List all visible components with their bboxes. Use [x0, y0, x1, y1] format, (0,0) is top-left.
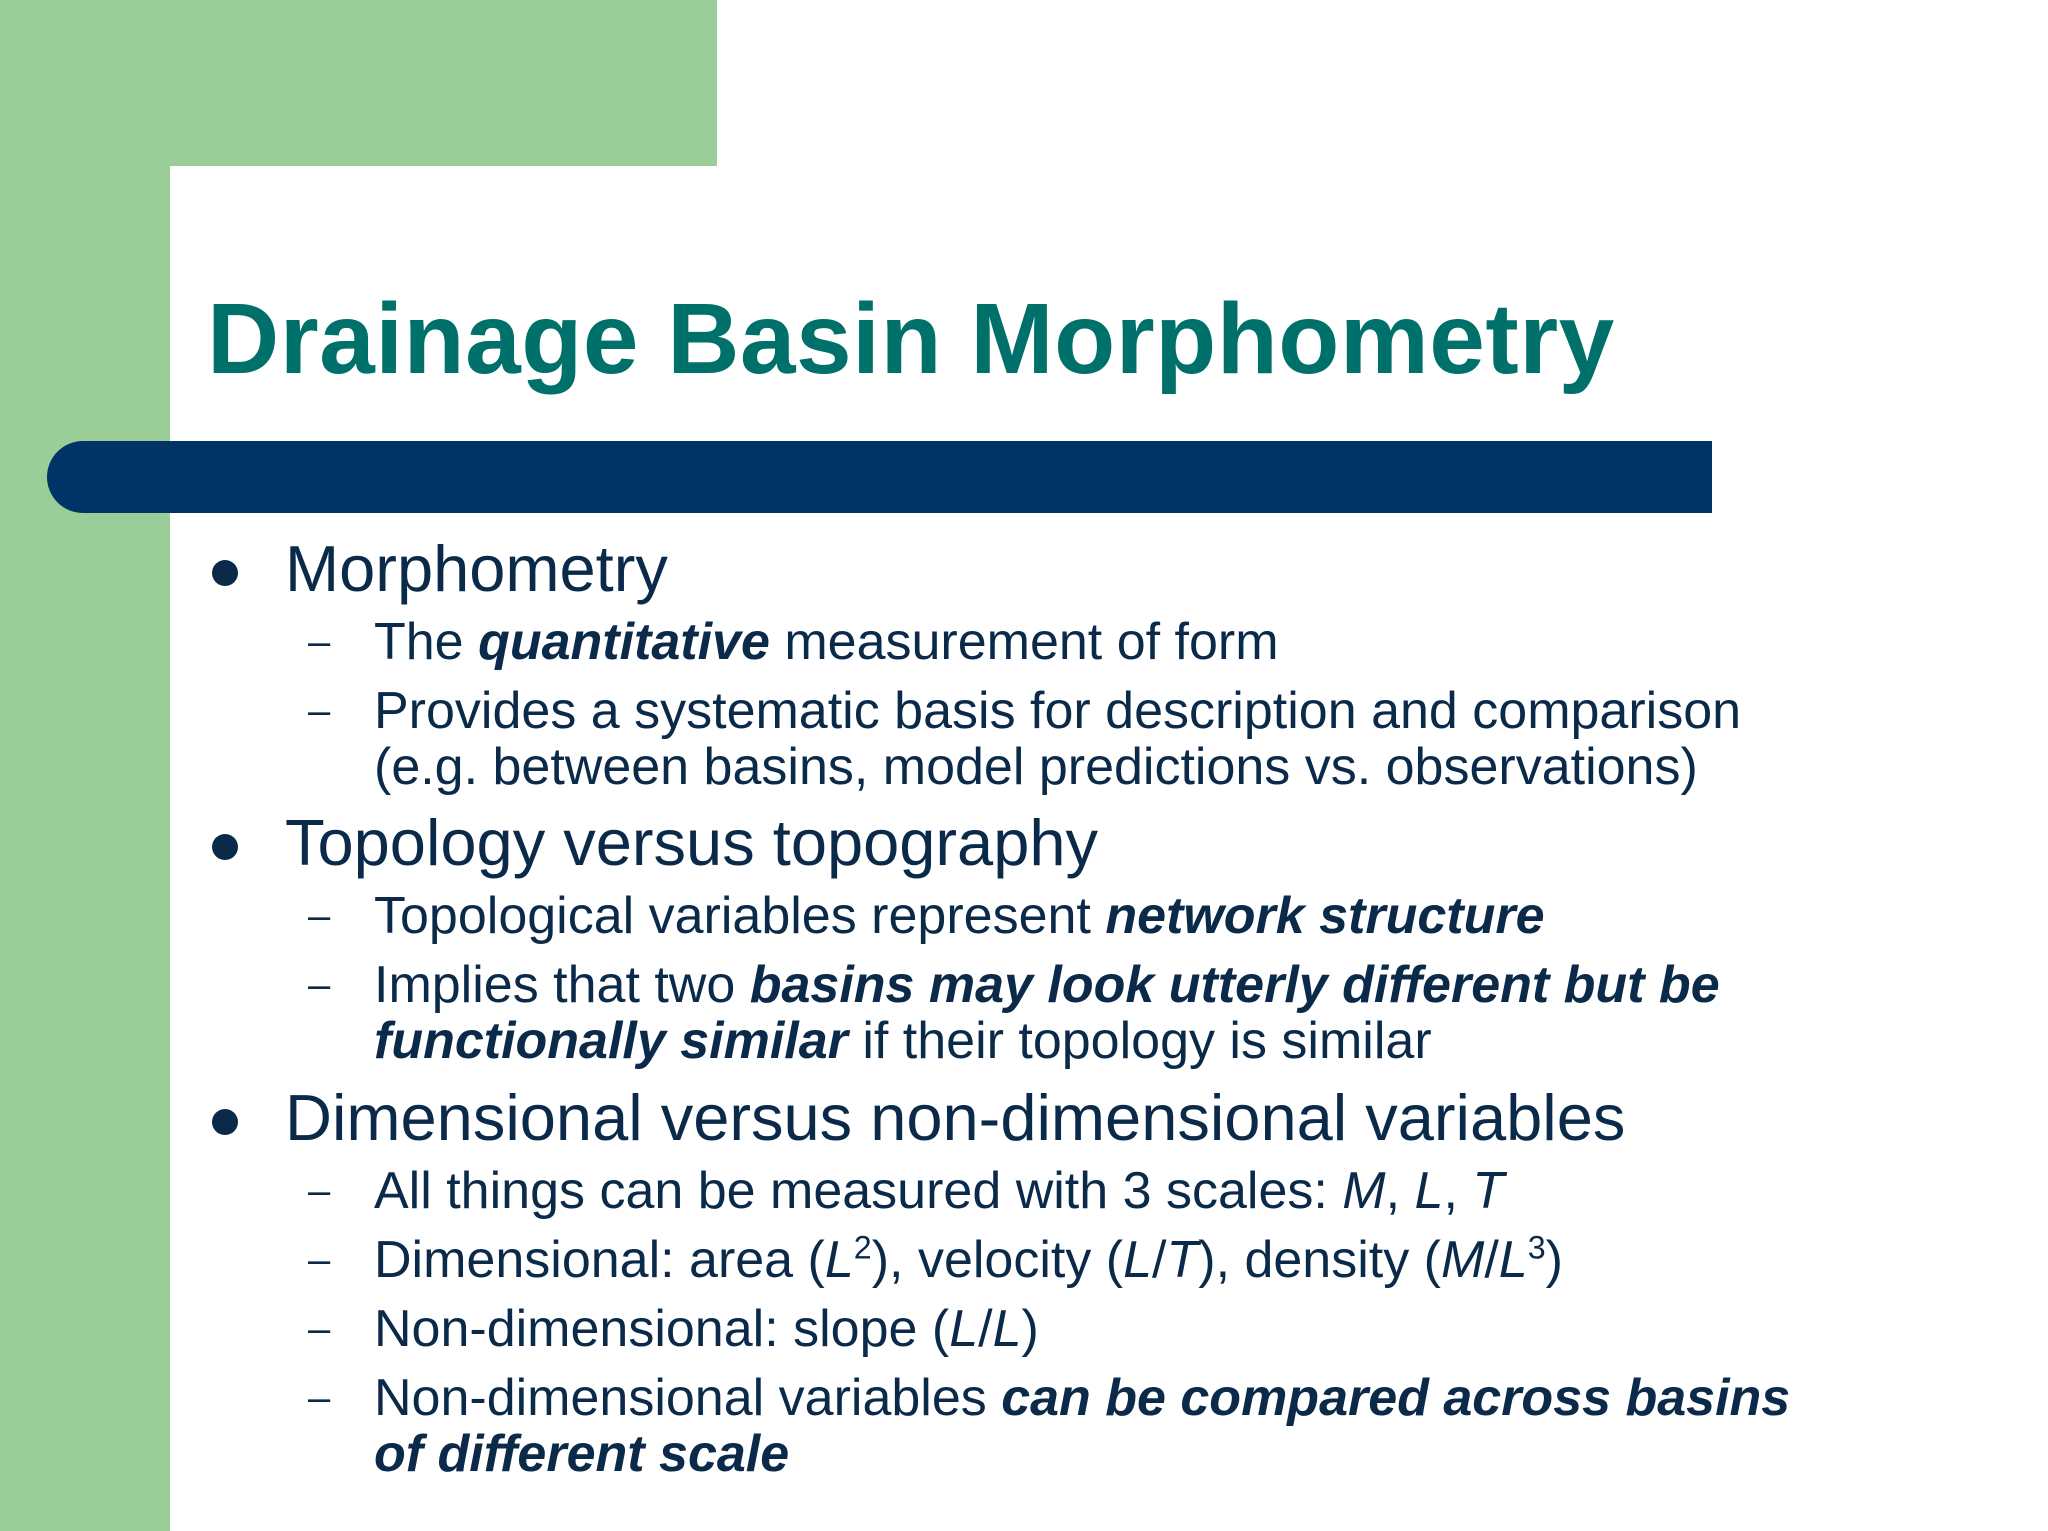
text: / — [1152, 1231, 1167, 1289]
text: ), density ( — [1198, 1231, 1441, 1289]
exponent: 2 — [853, 1229, 872, 1266]
emphasis: network structure — [1105, 887, 1545, 945]
text: Dimensional: area ( — [374, 1231, 825, 1289]
text: / — [978, 1300, 993, 1358]
bullet-dot-icon — [212, 1109, 238, 1135]
variable: L — [949, 1300, 979, 1358]
variable: T — [1166, 1231, 1199, 1289]
variable: M — [1440, 1231, 1485, 1289]
text: Provides a systematic basis for description and comparison — [374, 682, 1742, 740]
variable: L — [824, 1231, 854, 1289]
emphasis: basins may look utterly different but be — [749, 956, 1720, 1014]
variable: L — [992, 1300, 1022, 1358]
text: , — [1385, 1162, 1415, 1220]
dash-icon: – — [308, 894, 331, 938]
text: (e.g. between basins, model predictions vs. observations) — [374, 738, 1698, 796]
sub-item-systematic-basis — [308, 682, 1742, 796]
text: ) — [1021, 1300, 1039, 1358]
text: Implies that two — [374, 956, 750, 1014]
bullet-dimensional — [285, 1081, 1626, 1154]
variable: T — [1472, 1162, 1505, 1220]
text: The — [374, 613, 479, 671]
dash-icon: – — [308, 963, 331, 1007]
emphasis: quantitative — [478, 613, 770, 671]
sub-item-slope — [308, 1300, 1039, 1358]
emphasis: can be compared across basins — [1001, 1369, 1791, 1427]
bullet-topology — [285, 806, 1099, 879]
text: measurement of form — [769, 613, 1279, 671]
bullet-label: Dimensional versus non-dimensional variables — [285, 1081, 1626, 1154]
variable: M — [1342, 1162, 1386, 1220]
variable: L — [1414, 1162, 1444, 1220]
text: ) — [1545, 1231, 1563, 1289]
sub-item-compared-across-basins — [308, 1369, 1791, 1483]
slide-title: Drainage Basin Morphometry — [207, 283, 1615, 395]
dash-icon: – — [308, 1307, 331, 1351]
bullet-dot-icon — [212, 560, 238, 586]
emphasis: of different scale — [374, 1425, 790, 1483]
dash-icon: – — [308, 689, 331, 733]
sub-item-quantitative — [308, 613, 1279, 671]
sub-item-dimensional-examples — [308, 1229, 1563, 1289]
bullet-label: Morphometry — [285, 532, 668, 605]
dash-icon: – — [308, 1169, 331, 1213]
bullet-morphometry — [285, 532, 668, 605]
text: ), velocity ( — [871, 1231, 1124, 1289]
text: All things can be measured with 3 scales: — [374, 1162, 1343, 1220]
sub-item-three-scales — [308, 1162, 1505, 1220]
dash-icon: – — [308, 1376, 331, 1420]
sub-item-network-structure — [308, 887, 1545, 945]
text: if their topology is similar — [847, 1012, 1432, 1070]
text: , — [1443, 1162, 1473, 1220]
text: Non-dimensional: slope ( — [374, 1300, 950, 1358]
exponent: 3 — [1527, 1229, 1546, 1266]
text: Topological variables represent — [374, 887, 1106, 945]
sub-item-functionally-similar — [308, 956, 1720, 1070]
text: / — [1484, 1231, 1499, 1289]
bullet-dot-icon — [212, 834, 238, 860]
text: Non-dimensional variables — [374, 1369, 1002, 1427]
dash-icon: – — [308, 1238, 331, 1282]
bullet-label: Topology versus topography — [285, 806, 1099, 879]
variable: L — [1498, 1231, 1528, 1289]
emphasis: functionally similar — [374, 1012, 848, 1070]
dash-icon: – — [308, 620, 331, 664]
variable: L — [1123, 1231, 1153, 1289]
